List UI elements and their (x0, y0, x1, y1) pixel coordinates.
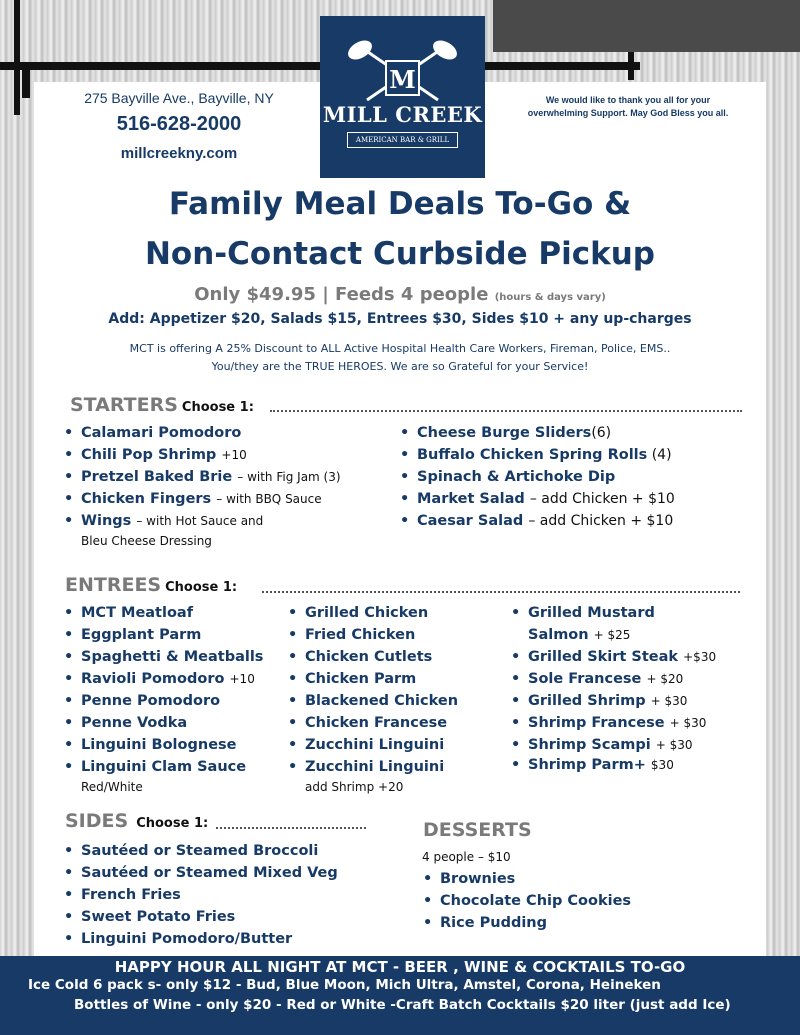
starters-title: STARTERS (70, 394, 178, 416)
desserts-title: DESSERTS (423, 819, 532, 841)
list-item: • Linguini Bolognese (63, 734, 263, 756)
list-item: • Chicken Parm (287, 668, 458, 690)
list-item: • Sautéed or Steamed Broccoli (63, 840, 338, 862)
footer-line-3: Bottles of Wine - only $20 - Red or White -Craft Batch Cocktails $20 liter (just add Ice) (74, 997, 731, 1013)
starters-choose: Choose 1: (181, 400, 254, 415)
list-item: • Linguini Clam Sauce Red/White (63, 756, 263, 796)
mill-creek-logo (320, 16, 485, 178)
entrees-choose: Choose 1: (165, 580, 238, 595)
sides-heading (65, 810, 208, 832)
logo-tagline: AMERICAN BAR & GRILL (347, 132, 458, 148)
list-item: • Fried Chicken (287, 624, 458, 646)
sides-title: SIDES (65, 810, 129, 832)
entrees-title: ENTREES (65, 574, 162, 596)
list-item: • Sautéed or Steamed Mixed Veg (63, 862, 338, 884)
entrees-col-3 (510, 602, 716, 776)
address: 275 Bayville Ave., Bayville, NY (84, 90, 274, 106)
list-item: • Shrimp Francese + $30 (510, 712, 716, 734)
list-item: • Brownies (422, 868, 631, 890)
footer-line-2: Ice Cold 6 pack s- only $12 - Bud, Blue Moon, Mich Ultra, Amstel, Corona, Heineken (28, 977, 661, 993)
page-title-line-1: Family Meal Deals To-Go & (168, 186, 632, 222)
list-item: • Grilled Shrimp + $30 (510, 690, 716, 712)
list-item: • Chicken Fingers – with BBQ Sauce (63, 488, 341, 510)
list-item: • Rice Pudding (422, 912, 631, 934)
discount-notice (34, 340, 766, 376)
list-item: • Chicken Cutlets (287, 646, 458, 668)
price-text: Only $49.95 | Feeds 4 people (194, 284, 489, 305)
list-item: • Eggplant Parm (63, 624, 263, 646)
thanks-line-2: overwhelming Support. May God Bless you all. (527, 108, 729, 118)
decor-bar-vertical-2 (22, 68, 30, 98)
footer-line-1: HAPPY HOUR ALL NIGHT AT MCT - BEER , WINE & COCKTAILS TO-GO (114, 958, 686, 976)
list-item: • Blackened Chicken (287, 690, 458, 712)
list-item: • Cheese Burge Sliders(6) (399, 422, 675, 444)
desserts-heading (423, 819, 532, 841)
list-item: • Shrimp Scampi + $30 (510, 734, 716, 756)
sides-divider (216, 827, 366, 829)
starters-divider (270, 410, 742, 412)
list-item: • Zucchini Linguini add Shrimp +20 (287, 756, 458, 796)
list-item: • Buffalo Chicken Spring Rolls (4) (399, 444, 675, 466)
phone-number: 516-628-2000 (116, 113, 242, 135)
list-item: • Caesar Salad – add Chicken + $10 (399, 510, 675, 532)
entrees-divider (262, 591, 740, 593)
list-item: • Linguini Pomodoro/Butter (63, 928, 338, 950)
list-item: • Spinach & Artichoke Dip (399, 466, 675, 488)
list-item: • Chili Pop Shrimp +10 (63, 444, 341, 466)
sides-choose: Choose 1: (136, 816, 209, 831)
starters-list-right (399, 422, 675, 532)
starters-list-left (63, 422, 341, 550)
list-item: • Wings – with Hot Sauce and Bleu Cheese Dressing (63, 510, 341, 550)
list-item: • Grilled Skirt Steak +$30 (510, 646, 716, 668)
list-item: • MCT Meatloaf (63, 602, 263, 624)
thanks-line-1: We would like to thank you all for your (545, 95, 711, 105)
entrees-heading (65, 574, 237, 596)
entrees-col-1 (63, 602, 263, 796)
list-item: • Penne Pomodoro (63, 690, 263, 712)
decor-bar-vertical-1 (14, 0, 20, 115)
page-title-line-2: Non-Contact Curbside Pickup (144, 236, 655, 272)
list-item: • Sweet Potato Fries (63, 906, 338, 928)
entrees-col-2 (287, 602, 458, 796)
list-item: • Market Salad – add Chicken + $10 (399, 488, 675, 510)
decor-gray-block (493, 0, 800, 52)
list-item: • Shrimp Parm+ $30 (510, 754, 716, 776)
price-line (34, 284, 766, 305)
crossed-oars-emblem-icon (320, 28, 485, 108)
happy-hour-footer (0, 956, 800, 1035)
desserts-price-note: 4 people – $10 (422, 850, 511, 864)
list-item: • Ravioli Pomodoro +10 (63, 668, 263, 690)
hours-note: (hours & days vary) (494, 292, 606, 303)
discount-line-1: MCT is offering A 25% Discount to ALL Active Hospital Health Care Workers, Fireman, Police, EMS.. (129, 342, 671, 355)
list-item: • Penne Vodka (63, 712, 263, 734)
list-item: • Zucchini Linguini (287, 734, 458, 756)
list-item: • Grilled Chicken (287, 602, 458, 624)
list-item: • Calamari Pomodoro (63, 422, 341, 444)
logo-name: MILL CREEK (322, 102, 483, 127)
list-item: • Sole Francese + $20 (510, 668, 716, 690)
list-item: • Spaghetti & Meatballs (63, 646, 263, 668)
add-on-pricing: Add: Appetizer $20, Salads $15, Entrees $30, Sides $10 + any up-charges (108, 311, 692, 327)
list-item: • Chocolate Chip Cookies (422, 890, 631, 912)
list-item: • Chicken Francese (287, 712, 458, 734)
list-item: • Pretzel Baked Brie – with Fig Jam (3) (63, 466, 341, 488)
list-item: • French Fries (63, 884, 338, 906)
website-link[interactable]: millcreekny.com (120, 145, 238, 162)
starters-heading (70, 394, 254, 416)
discount-line-2: You/they are the TRUE HEROES. We are so Grateful for your Service! (211, 360, 589, 373)
emblem-letter: M (389, 65, 416, 94)
list-item: • Grilled Mustard Salmon + $25 (510, 602, 716, 646)
sides-list (63, 840, 338, 950)
desserts-list (422, 868, 631, 934)
thanks-message (512, 94, 744, 120)
